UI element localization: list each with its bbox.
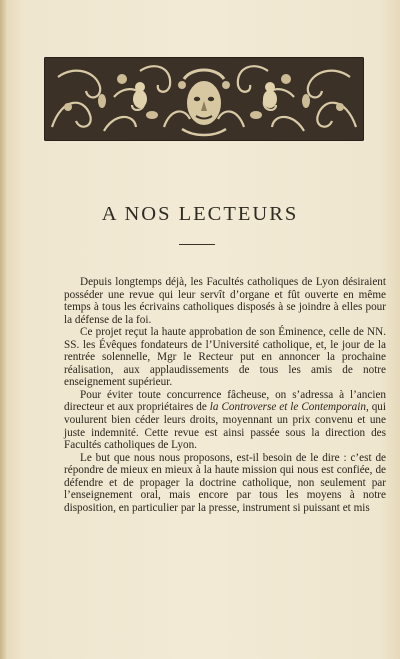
ornamental-headpiece	[44, 57, 364, 141]
journal-title: la Controverse et le Contemporain	[209, 401, 366, 414]
article-body	[64, 276, 386, 514]
paragraph-3-text-end: , qui voulurent bien céder leurs droits, moyennant un prix convenu et une juste indemnité. Cette revue est ainsi passée sous la direction des Facultés catholiques de Lyon.	[64, 401, 387, 452]
paragraph-1: Depuis longtemps déjà, les Facultés catholiques de Lyon désiraient posséder une revue qui leur servît d’organe et fût ouverte en même temps à tous les écrivains catholiques disposés à se joindre à elles pour la défense de la foi.	[64, 276, 386, 326]
page-title: A NOS LECTEURS	[101, 203, 299, 225]
paragraph-3	[64, 389, 386, 452]
paragraph-2: Ce projet reçut la haute approbation de son Éminence, celle de NN. SS. les Évêques fondateurs de l’Université catholique, et, le jour de la rentrée solennelle, Mgr le Recteur put en annoncer la prochaine réalisation, aux applaudissements de tous les amis de notre enseignement supérieur.	[64, 326, 386, 389]
paragraph-4: Le but que nous nous proposons, est-il besoin de le dire : c’est de répondre de mieux en mieux à la haute mission qui nous est confiée, de défendre et de propager la doctrine catholique, non seulement par l’enseignement oral, mais encore par tous les moyens à notre disposition, en particulier par la presse, instrument si puissant et mis	[64, 451, 386, 514]
title-divider	[179, 244, 215, 245]
paragraph-3-text-start: Pour éviter toute concurrence fâcheuse, on s’adressa à l’ancien directeur et aux propriétaires de	[64, 388, 386, 414]
page-gutter-shadow	[0, 0, 7, 659]
ornament-illustration	[44, 57, 364, 141]
